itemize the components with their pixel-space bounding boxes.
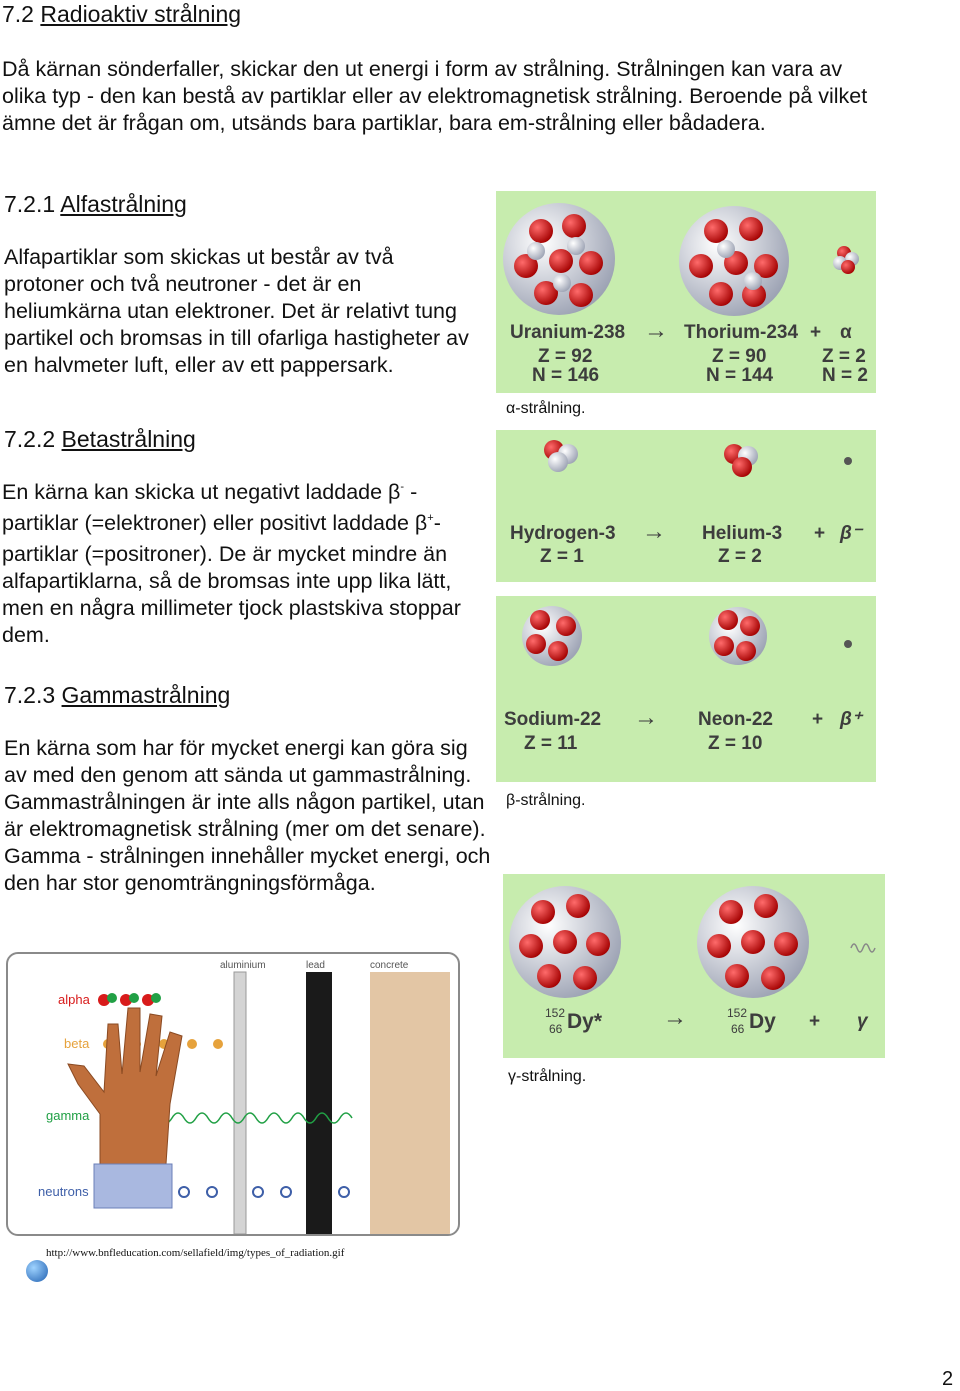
uranium-n: N = 146: [532, 365, 600, 386]
neon-nucleus: [709, 607, 767, 665]
aluminium-label: aluminium: [220, 960, 266, 971]
penetration-diagram: [6, 952, 460, 1236]
gamma-plus: +: [809, 1011, 821, 1032]
alpha-arrow: →: [644, 317, 668, 344]
gamma-paragraph: En kärna som har för mycket energi kan göra sig av med den genom att sända ut gammastrålning. Gammastrålningen är inte alls någon partikel, utan är elektromagnetisk strålning (mer om det senare). Gamma - strålningen innehåller mycket energi, och den har stor genomträngningsförmåga.: [4, 736, 491, 895]
gamma-arrow: →: [663, 1004, 687, 1031]
helium-label: Helium-3: [702, 523, 783, 544]
source-link[interactable]: http://www.bnfleducation.com/sellafield/img/types_of_radiation.gif: [46, 1247, 345, 1259]
gamma-row-label: gamma: [46, 1108, 90, 1123]
uranium-label: Uranium-238: [510, 322, 626, 343]
sodium-label: Sodium-22: [504, 709, 602, 730]
sodium-nucleus: [522, 606, 582, 666]
beta-text-2: - partiklar (=elektroner) eller positivt laddade β: [2, 480, 428, 535]
beta-minus-plus: +: [814, 523, 826, 544]
beta-caption-text: -strålning.: [515, 792, 586, 809]
concrete-label: concrete: [370, 960, 409, 971]
beta-text-1: En kärna kan skicka ut negativt laddade β: [2, 480, 401, 504]
alpha-caption-symbol: α: [506, 400, 516, 417]
hydrogen-label: Hydrogen-3: [510, 523, 616, 544]
alpha-number: 7.2.1: [4, 191, 56, 217]
alpha-particles: [98, 993, 161, 1006]
beta-text-3: - partiklar (=positroner). De är mycket mindre än alfapartiklarna, så de bromsas inte upp lika lätt, men en några millimeter tjock plastskiva stoppar dem.: [2, 511, 461, 647]
beta-minus-symbol: β⁻: [840, 523, 862, 544]
thorium-nucleus: [679, 206, 789, 316]
dy-nucleus: [697, 886, 809, 998]
gamma-decay-diagram: [503, 874, 885, 1058]
gamma-number: 7.2.3: [4, 682, 56, 708]
alpha-z: Z = 2: [822, 346, 866, 367]
alpha-decay-diagram: [496, 191, 876, 393]
globe-icon[interactable]: [26, 1260, 48, 1282]
beta-paragraph: [2, 479, 472, 649]
beta-plus-plus: +: [812, 709, 824, 730]
neutrons-row-label: neutrons: [38, 1184, 89, 1199]
alpha-heading: [4, 190, 187, 218]
aluminium-sheet: [234, 972, 246, 1234]
uranium-nucleus: [503, 203, 615, 315]
beta-plus-sup: +: [427, 512, 434, 524]
beta-minus-diagram: [496, 430, 876, 582]
lead-block: [306, 972, 332, 1234]
positron-dot: [844, 640, 852, 648]
dy-excited-symbol: Dy*: [567, 1010, 603, 1033]
gamma-wave-icon: [851, 944, 875, 952]
beta-particles: [103, 1039, 223, 1049]
gamma-title-link[interactable]: Gammastrålning: [61, 682, 231, 708]
intro-paragraph: Då kärnan sönderfaller, skickar den ut energi i form av strålning. Strålningen kan vara av olika typ - den kan bestå av partiklar eller av elektromagnetisk strålning. Beroende på vilket ämne det är frågan om, utsänds bara partiklar, bara em-strålning eller bådadera.: [2, 57, 868, 135]
dy-mass: 152: [727, 1006, 748, 1020]
beta-minus-sup: -: [400, 481, 405, 493]
sodium-z: Z = 11: [524, 733, 578, 754]
section-heading: [2, 0, 241, 28]
section-number: 7.2: [2, 1, 34, 27]
beta-caption-symbol: β: [506, 792, 516, 809]
neon-z: Z = 10: [708, 733, 763, 754]
alpha-plus: +: [810, 322, 822, 343]
beta-title-link[interactable]: Betastrålning: [61, 426, 196, 452]
gamma-caption-symbol: γ: [508, 1068, 516, 1085]
gamma-symbol: γ: [857, 1011, 868, 1032]
alpha-particle: [833, 246, 859, 274]
dy-excited-z: 66: [549, 1022, 563, 1036]
beta-row-label: beta: [64, 1036, 90, 1051]
helium-z: Z = 2: [718, 546, 762, 567]
alpha-caption: [506, 400, 586, 418]
thorium-label: Thorium-234: [684, 322, 799, 343]
beta-minus-arrow: →: [642, 518, 666, 545]
alpha-paragraph: Alfapartiklar som skickas ut består av två protoner och två neutroner - det är en heliumkärna utan elektroner. Det är relativt tung partikel och bromsas in till ofarliga hastigheter av en halvmeter luft, eller av ett pappersark.: [4, 245, 469, 377]
neon-label: Neon-22: [698, 709, 773, 730]
alpha-caption-text: -strålning.: [515, 400, 586, 417]
gamma-heading: [4, 681, 230, 709]
beta-number: 7.2.2: [4, 426, 56, 452]
uranium-z: Z = 92: [538, 346, 593, 367]
dy-z: 66: [731, 1022, 745, 1036]
dy-symbol: Dy: [749, 1010, 776, 1033]
alpha-row-label: alpha: [58, 992, 90, 1007]
alpha-symbol-label: α: [840, 322, 852, 343]
alpha-title-link[interactable]: Alfastrålning: [60, 191, 187, 217]
alpha-n: N = 2: [822, 365, 868, 386]
beta-plus-symbol: β⁺: [840, 709, 862, 730]
dy-excited-mass: 152: [545, 1006, 566, 1020]
hydrogen-nucleus: [544, 440, 578, 472]
page-number: 2: [942, 1368, 954, 1390]
beta-plus-arrow: →: [634, 704, 658, 731]
thorium-z: Z = 90: [712, 346, 767, 367]
beta-heading: [4, 425, 196, 453]
electron-dot: [844, 457, 852, 465]
gamma-caption: [508, 1068, 586, 1086]
concrete-block: [370, 972, 450, 1234]
beta-caption: [506, 792, 585, 810]
beta-plus-diagram: [496, 596, 876, 782]
section-title-link[interactable]: Radioaktiv strålning: [40, 1, 242, 27]
gamma-caption-text: -strålning.: [516, 1068, 587, 1085]
hydrogen-z: Z = 1: [540, 546, 584, 567]
helium-nucleus: [724, 444, 758, 477]
excited-dy-nucleus: [509, 886, 621, 998]
thorium-n: N = 144: [706, 365, 774, 386]
lead-label: lead: [306, 960, 325, 971]
